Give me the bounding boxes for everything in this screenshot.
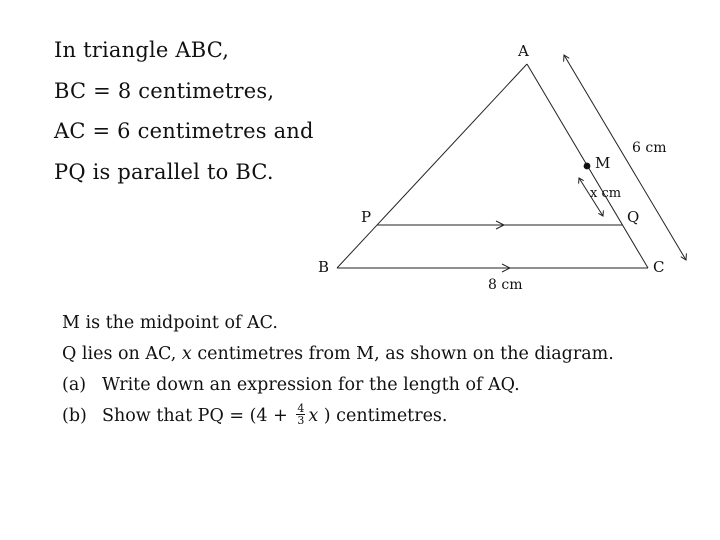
- point-m-label: M: [595, 154, 611, 172]
- intro-line-4: PQ is parallel to BC.: [54, 159, 274, 184]
- question-b-variable-x: x: [308, 406, 319, 426]
- question-line-2-start: Q lies on AC,: [62, 344, 182, 364]
- variable-x: x: [181, 344, 192, 364]
- fraction-denominator: 3: [297, 414, 305, 427]
- question-a-label: (a): [62, 375, 87, 395]
- fraction-numerator: 4: [297, 402, 305, 415]
- side-ab: [337, 64, 527, 268]
- intro-line-1: In triangle ABC,: [54, 38, 230, 62]
- question-b-text: [102, 401, 447, 432]
- point-q-label: Q: [627, 208, 640, 226]
- question-b-label: (b): [62, 406, 87, 426]
- vertex-a-label: A: [518, 42, 529, 60]
- intro-line-2: BC = 8 centimetres,: [54, 78, 275, 103]
- point-p-label: P: [361, 208, 372, 226]
- question-b: [62, 401, 614, 432]
- fraction-four-thirds: [296, 403, 305, 426]
- ac-length-label: 6 cm: [632, 140, 667, 156]
- vertex-c-label: C: [653, 258, 665, 276]
- question-block: [62, 308, 614, 432]
- bc-length-label: 8 cm: [488, 277, 523, 293]
- midpoint-dot-icon: [584, 163, 591, 170]
- question-line-2: [62, 339, 614, 370]
- question-line-1: M is the midpoint of AC.: [62, 313, 278, 333]
- question-line-2-end: centimetres from M, as shown on the diagram.: [191, 344, 614, 364]
- question-b-text-start: Show that PQ = (4 +: [102, 406, 294, 426]
- mq-length-label: x cm: [590, 186, 622, 201]
- intro-line-3: AC = 6 centimetres and: [54, 119, 314, 143]
- question-a: [62, 370, 614, 401]
- vertex-b-label: B: [318, 258, 330, 276]
- question-b-text-end: ) centimetres.: [318, 406, 448, 426]
- question-a-text: Write down an expression for the length of AQ.: [102, 375, 520, 395]
